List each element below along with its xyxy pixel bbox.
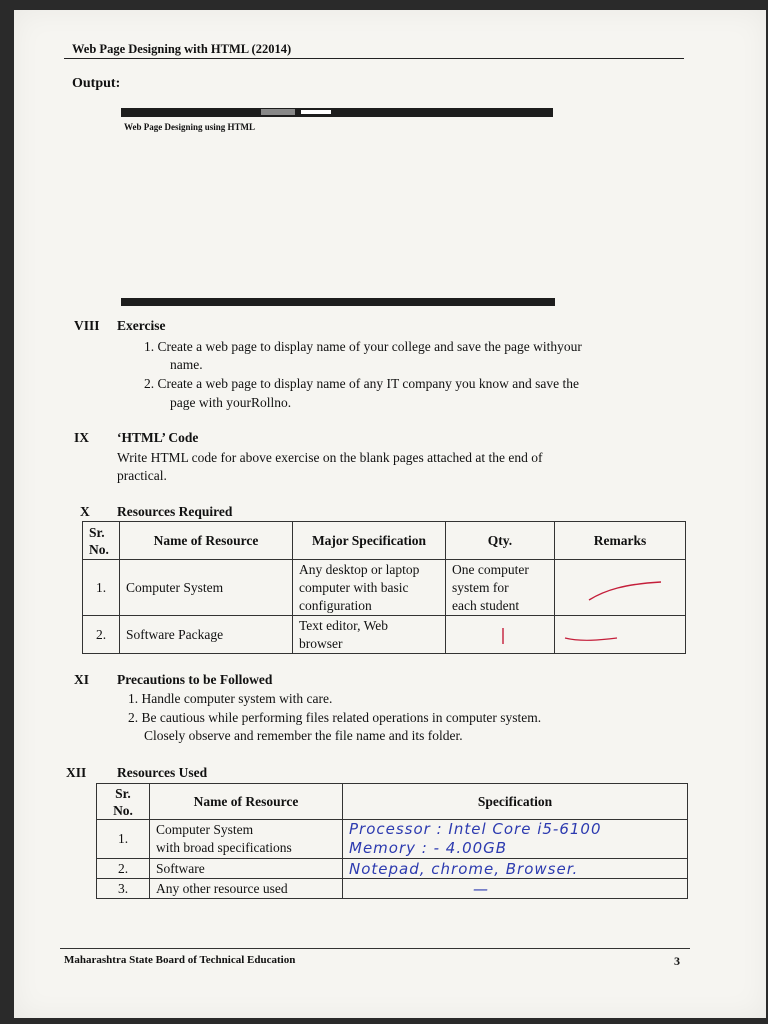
cell-qty <box>446 616 555 654</box>
footer-publisher: Maharashtra State Board of Technical Education <box>64 954 296 966</box>
col-header-spec: Major Specification <box>293 522 446 560</box>
html-code-line-2: practical. <box>117 468 167 483</box>
cell-spec-line: Text editor, Web <box>299 617 389 633</box>
handwritten-line: Processor : Intel Core i5-6100 <box>349 820 602 838</box>
browser-tab <box>261 109 295 115</box>
table-row <box>97 820 688 859</box>
col-header-spec: Specification <box>343 784 688 820</box>
cell-sr: 2. <box>97 859 150 879</box>
cell-spec <box>293 616 446 654</box>
cell-spec-handwritten: Notepad, chrome, Browser. <box>343 859 688 879</box>
cell-sr: 2. <box>83 616 120 654</box>
cell-name: Computer System <box>120 560 293 616</box>
section-title-precautions: Precautions to be Followed <box>117 672 273 687</box>
cell-sr: 3. <box>97 879 150 899</box>
precaution-line-3: Closely observe and remember the file name and its folder. <box>144 728 463 743</box>
cell-spec-line: computer with basic <box>299 579 409 595</box>
precaution-line-2: 2. Be cautious while performing files related operations in computer system. <box>128 710 542 725</box>
col-header-qty: Qty. <box>446 522 555 560</box>
cell-remarks <box>555 616 686 654</box>
cell-spec-handwritten: — <box>343 879 688 899</box>
document-page <box>14 10 766 1018</box>
exercise-item-2-cont: page with yourRollno. <box>170 395 292 410</box>
resources-used-table <box>96 783 688 899</box>
cell-sr: 1. <box>97 820 150 859</box>
col-header-name: Name of Resource <box>120 522 293 560</box>
table-row <box>97 859 688 879</box>
table-row <box>83 560 686 616</box>
cell-qty-line: each student <box>452 597 520 613</box>
browser-screenshot-taskbar <box>121 298 555 306</box>
section-title-resources-required: Resources Required <box>117 504 233 519</box>
exercise-item-2: 2. Create a web page to display name of any IT company you know and save the <box>144 376 579 391</box>
html-code-line-1: Write HTML code for above exercise on the blank pages attached at the end of <box>117 450 543 465</box>
cell-name: Software <box>150 859 343 879</box>
section-title-resources-used: Resources Used <box>117 765 208 780</box>
col-header-remarks: Remarks <box>555 522 686 560</box>
cell-name: Software Package <box>120 616 293 654</box>
cell-remarks <box>555 560 686 616</box>
cell-name: Any other resource used <box>150 879 343 899</box>
cell-qty-line: system for <box>452 579 509 595</box>
cell-spec-line: Any desktop or laptop <box>299 561 420 577</box>
cell-name-line: Computer System <box>156 822 254 837</box>
exercise-item-1-cont: name. <box>170 357 203 372</box>
red-tick-mark-icon <box>585 578 665 608</box>
section-number-precautions: XI <box>74 672 90 687</box>
page-number: 3 <box>674 954 680 968</box>
handwritten-line: Memory : - 4.00GB <box>349 839 508 857</box>
red-mark-icon <box>498 626 508 646</box>
footer-rule <box>60 948 690 949</box>
cell-spec-handwritten <box>343 820 688 859</box>
header-rule <box>64 58 684 59</box>
section-title-exercise: Exercise <box>117 318 166 333</box>
table-header-row <box>97 784 688 820</box>
resources-required-table <box>82 521 686 654</box>
cell-spec-line: browser <box>299 635 343 651</box>
page-header: Web Page Designing with HTML (22014) <box>72 42 292 56</box>
cell-qty-line: One computer <box>452 561 529 577</box>
table-header-row <box>83 522 686 560</box>
section-number-resources-required: X <box>80 504 90 519</box>
cell-name-line: with broad specifications <box>156 840 292 855</box>
red-dash-mark-icon <box>561 628 621 648</box>
cell-spec-line: configuration <box>299 597 372 613</box>
section-number-exercise: VIII <box>74 318 100 333</box>
col-header-name: Name of Resource <box>150 784 343 820</box>
cell-sr: 1. <box>83 560 120 616</box>
col-header-sr: Sr. No. <box>97 784 150 820</box>
cell-spec <box>293 560 446 616</box>
cell-name <box>150 820 343 859</box>
col-header-sr: Sr. No. <box>83 522 120 560</box>
table-row <box>83 616 686 654</box>
section-number-resources-used: XII <box>66 765 87 780</box>
precaution-line-1: 1. Handle computer system with care. <box>128 691 333 706</box>
output-label: Output: <box>72 76 121 91</box>
cell-qty <box>446 560 555 616</box>
section-number-html-code: IX <box>74 430 90 445</box>
browser-tab-active <box>301 110 331 114</box>
section-title-html-code: ‘HTML’ Code <box>117 430 199 445</box>
browser-page-text: Web Page Designing using HTML <box>124 122 256 132</box>
browser-screenshot-titlebar <box>121 108 553 117</box>
exercise-item-1: 1. Create a web page to display name of your college and save the page withyour <box>144 339 582 354</box>
table-row <box>97 879 688 899</box>
